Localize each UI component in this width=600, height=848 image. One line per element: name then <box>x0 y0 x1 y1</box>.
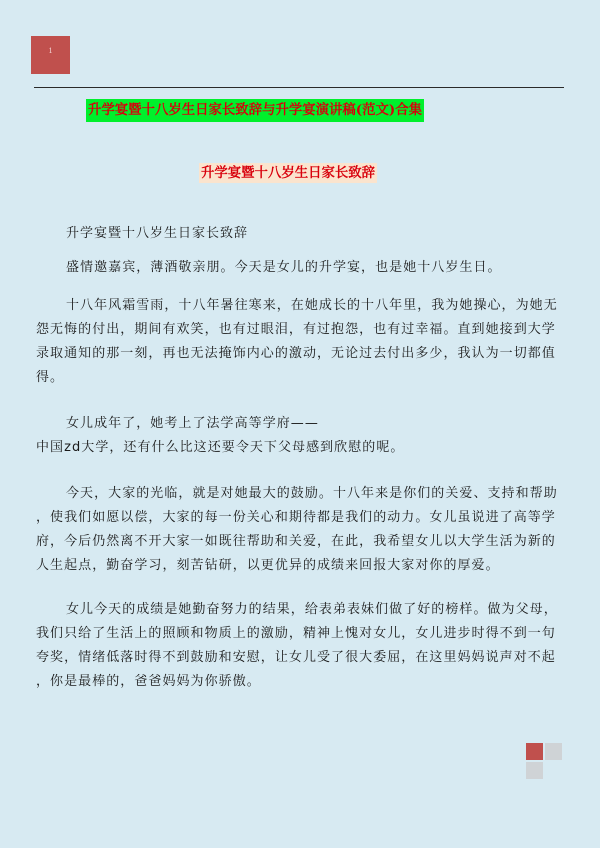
paragraph-line: 盛情邀嘉宾，薄酒敬亲朋。今天是女儿的升学宴，也是她十八岁生日。 <box>66 260 502 275</box>
paragraph-line: 夸奖，情绪低落时得不到鼓励和安慰，让女儿受了很大委屈，在这里妈妈说声对不起 <box>36 650 556 665</box>
decor-square-gray <box>545 743 562 760</box>
paragraph-line: 得。 <box>36 370 65 385</box>
paragraph-1 <box>66 256 568 280</box>
paragraph-line: ，你是最棒的，爸爸妈妈为你骄傲。 <box>36 674 261 689</box>
paragraph-line: 中国zd大学，还有什么比这还要令天下父母感到欣慰的呢。 <box>36 440 405 455</box>
paragraph-4 <box>36 482 568 578</box>
paragraph-line: 今天，大家的光临，就是对她最大的鼓励。十八年来是你们的关爱、支持和帮助 <box>66 486 558 501</box>
page-number-badge <box>31 36 70 74</box>
paragraph-2 <box>36 294 568 390</box>
paragraph-line: ，使我们如愿以偿，大家的每一份关心和期待都是我们的动力。女儿虽说进了高等学 <box>36 510 556 525</box>
page-number: 1 <box>48 46 53 55</box>
paragraph-5 <box>36 598 568 694</box>
heading-line: 升学宴暨十八岁生日家长致辞 <box>66 226 249 241</box>
decor-square-gray <box>526 762 543 779</box>
paragraph-line: 十八年风霜雪雨，十八年暑往寒来，在她成长的十八年里，我为她操心，为她无 <box>66 298 558 313</box>
paragraph-line: 女儿今天的成绩是她勤奋努力的结果，给表弟表妹们做了好的榜样。做为父母， <box>66 602 558 617</box>
sub-title: 升学宴暨十八岁生日家长致辞 <box>201 165 376 181</box>
paragraph-3 <box>36 412 568 460</box>
paragraph-line: 录取通知的那一刻，再也无法掩饰内心的激动，无论过去付出多少，我认为一切都值 <box>36 346 556 361</box>
paragraph-line: 怨无悔的付出，期间有欢笑，也有过眼泪，有过抱怨，也有过幸福。直到她接到大学 <box>36 322 556 337</box>
decor-square-red <box>526 743 543 760</box>
paragraph-line: 人生起点，勤奋学习，刻苦钻研，以更优异的成绩来回报大家对你的厚爱。 <box>36 558 500 573</box>
paragraph-line: 我们只给了生活上的照顾和物质上的激励，精神上愧对女儿，女儿进步时得不到一句 <box>36 626 556 641</box>
main-title: 升学宴暨十八岁生日家长致辞与升学宴演讲稿(范文)合集 <box>86 99 424 122</box>
paragraph-line: 府，今后仍然离不开大家一如既往帮助和关爱，在此，我希望女儿以大学生活为新的 <box>36 534 556 549</box>
header-rule <box>34 87 564 88</box>
paragraph-line: 女儿成年了，她考上了法学高等学府—— <box>66 416 319 431</box>
